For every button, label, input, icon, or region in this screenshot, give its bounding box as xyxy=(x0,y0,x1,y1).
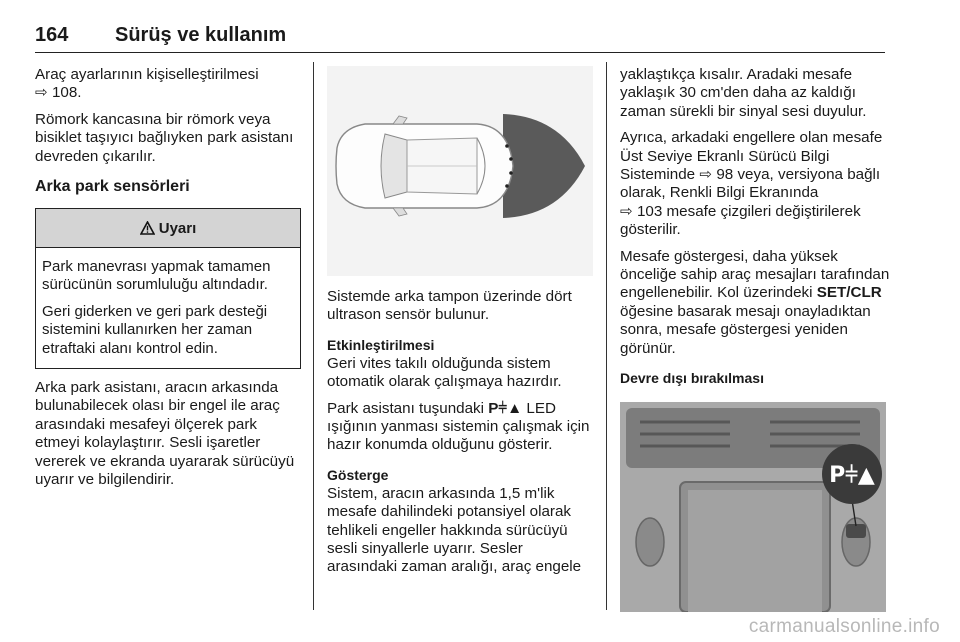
svg-text:P⫩▲: P⫩▲ xyxy=(829,463,875,489)
column-divider xyxy=(606,62,607,610)
key-label: SET/CLR xyxy=(816,284,882,302)
paragraph: Mesafe göstergesi, daha yüksek önceliğe sahip araç mesajları tarafından engellenebilir. Kol üzerindeki SET/CLR öğesine basarak mesajı onayladıktan sonra, mesafe göstergesi yeniden görünür. xyxy=(620,247,890,357)
paragraph: Geri vites takılı olduğunda sistem otomatik olarak çalışmaya hazırdır. xyxy=(327,354,562,391)
paragraph: Sistem, aracın arkasında 1,5 m'lik mesafe dahilindeki potansiyel olarak tehlikeli engeller hakkında sürücüyü sesli sinyallerle uyarır. Sesler arasındaki zaman aralığı, araç engele xyxy=(327,484,582,576)
car-top-view-figure xyxy=(327,66,593,276)
section-heading: Arka park sensörleri xyxy=(35,178,190,196)
warning-triangle-icon xyxy=(140,221,155,235)
paragraph: Sistemde arka tampon üzerinde dört ultrason sensör bulunur. xyxy=(327,288,572,324)
page-ref-icon: ⇨ xyxy=(699,166,713,184)
subheading: Devre dışı bırakılması xyxy=(620,370,764,387)
paragraph: yaklaştıkça kısalır. Aradaki mesafe yaklaşık 30 cm'den daha az kaldığı zaman sürekli bir sinyal sesi duyulur. xyxy=(620,66,867,120)
column-2 xyxy=(327,66,593,585)
column-1 xyxy=(35,66,301,498)
warning-text: Park manevrası yapmak tamamen sürücünün sorumluluğu altındadır. xyxy=(42,258,271,294)
paragraph: Park asistanı tuşundaki P⫩▲ LED ışığının yanması sistemin çalışmak için hazır konumda olduğunu gösterir. xyxy=(327,399,590,454)
paragraph: Ayrıca, arkadaki engellere olan mesafe Üst Seviye Ekranlı Sürücü Bilgi Sisteminde ⇨ 98 veya, versiyona bağlı olarak, Renkli Bilgi Ekranında ⇨ 103 mesafe çizgileri değiştirilerek gösterilir. xyxy=(620,129,883,239)
subheading: Etkinleştirilmesi xyxy=(327,336,435,353)
column-divider xyxy=(313,62,314,610)
column-3 xyxy=(620,66,890,624)
page-ref-icon: ⇨ xyxy=(620,202,633,220)
page-number: 164 xyxy=(35,24,69,46)
warning-box xyxy=(35,208,301,369)
paragraph: Araç ayarlarının kişiselleştirilmesi ⇨ 108. xyxy=(35,66,259,102)
warning-header xyxy=(36,209,300,248)
watermark: carmanualsonline.info xyxy=(748,616,940,637)
page-header xyxy=(35,24,885,53)
subheading: Gösterge xyxy=(327,466,389,483)
chapter-title: Sürüş ve kullanım xyxy=(115,24,287,46)
paragraph: Arka park asistanı, aracın arkasında bulunabilecek olası bir engel ile araç arasındaki mesafeyi ölçerek park etmeyi kolaylaştırır. Sesli işaretler vererek ve ekranda uyararak sürücüyü uyarır ve bilgilendirir. xyxy=(35,379,295,489)
park-assist-icon: P⫩▲ xyxy=(488,399,523,417)
page-ref-icon: ⇨ xyxy=(35,84,48,102)
warning-title: Uyarı xyxy=(158,219,197,237)
dashboard-button-figure xyxy=(620,402,886,612)
paragraph: Römork kancasına bir römork veya bisiklet taşıyıcı bağlıyken park asistanı devreden çıkarılır. xyxy=(35,110,294,165)
warning-text: Geri giderken ve geri park desteği sistemini kullanırken her zaman etraftaki alanı kontrol edin. xyxy=(42,302,268,357)
